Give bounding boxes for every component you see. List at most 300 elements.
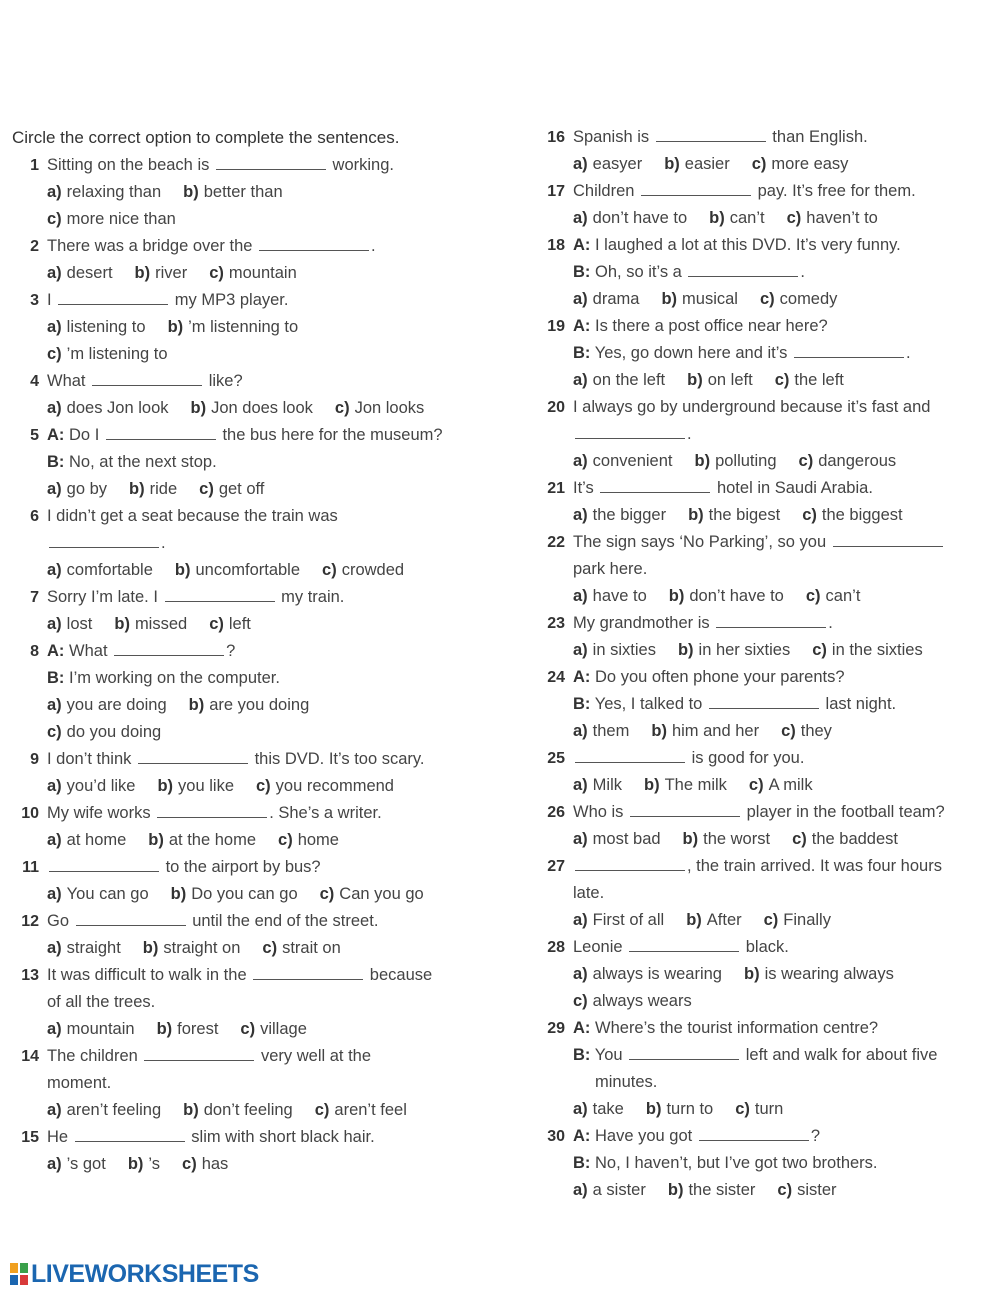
option-text: mountain: [228, 264, 297, 282]
option-c[interactable]: [315, 1101, 407, 1119]
option-text: you are doing: [66, 696, 167, 714]
question-line: [12, 881, 472, 908]
question-13: [12, 962, 472, 1043]
option-c[interactable]: [812, 641, 922, 659]
speaker-label: A:: [573, 668, 591, 686]
answer-blank[interactable]: [58, 290, 168, 305]
option-c[interactable]: [47, 723, 161, 741]
option-b[interactable]: [157, 1020, 219, 1038]
option-text: him and her: [671, 722, 760, 740]
option-b[interactable]: [148, 831, 256, 849]
answer-blank[interactable]: [76, 911, 186, 926]
question-number: 18: [547, 237, 565, 254]
option-b[interactable]: [114, 615, 187, 633]
question-28: [538, 934, 998, 1015]
option-b[interactable]: [189, 696, 310, 714]
option-a[interactable]: [573, 290, 639, 308]
question-30: [538, 1123, 998, 1204]
option-label: b): [688, 506, 704, 524]
sentence-text: What: [47, 372, 91, 390]
option-text: drama: [592, 290, 640, 308]
question-line: [538, 1015, 998, 1042]
sentence-text: I always go by underground because it’s fast and: [573, 398, 931, 416]
option-text: straight: [66, 939, 121, 957]
option-text: a sister: [592, 1181, 646, 1199]
option-b[interactable]: [183, 1101, 293, 1119]
answer-blank[interactable]: [699, 1126, 809, 1141]
option-c[interactable]: [752, 155, 849, 173]
option-c[interactable]: [777, 1181, 836, 1199]
question-5: [12, 422, 472, 503]
option-text: left: [228, 615, 251, 633]
question-line: [12, 773, 472, 800]
option-label: a): [573, 776, 588, 794]
option-b[interactable]: [683, 830, 771, 848]
option-a[interactable]: [47, 615, 92, 633]
option-label: b): [686, 911, 702, 929]
option-label: b): [127, 1155, 144, 1173]
option-b[interactable]: [678, 641, 790, 659]
option-label: a): [47, 885, 62, 903]
answer-blank[interactable]: [259, 236, 369, 251]
option-a[interactable]: [573, 776, 622, 794]
option-a[interactable]: [47, 696, 167, 714]
logo-icon: [10, 1263, 28, 1285]
option-text: on the left: [592, 371, 666, 389]
option-c[interactable]: [262, 939, 340, 957]
answer-blank[interactable]: [106, 425, 216, 440]
sentence-text: ?: [226, 642, 236, 660]
question-line: [538, 637, 998, 664]
option-label: a): [47, 480, 62, 498]
speaker-label: A:: [573, 317, 591, 335]
option-text: river: [155, 264, 188, 282]
option-a[interactable]: [573, 965, 722, 983]
sentence-text: than English.: [767, 128, 868, 146]
option-b[interactable]: [744, 965, 894, 983]
option-label: c): [240, 1020, 256, 1038]
question-number: 11: [22, 859, 39, 876]
option-b[interactable]: [661, 290, 738, 308]
sentence-text: The children: [47, 1047, 143, 1065]
question-line: [12, 557, 472, 584]
option-label: a): [573, 830, 588, 848]
option-c[interactable]: [760, 290, 837, 308]
option-a[interactable]: [47, 561, 153, 579]
option-label: b): [183, 1101, 199, 1119]
option-text: the baddest: [811, 830, 898, 848]
option-text: always is wearing: [592, 965, 722, 983]
answer-blank[interactable]: [641, 181, 751, 196]
option-b[interactable]: [168, 318, 299, 336]
speaker-label: B:: [573, 344, 591, 362]
option-text: more nice than: [66, 210, 176, 228]
question-line: [12, 665, 472, 692]
sentence-text: is good for you.: [687, 749, 805, 767]
option-a[interactable]: [573, 830, 661, 848]
question-9: [12, 746, 472, 800]
option-label: c): [781, 722, 796, 740]
option-label: a): [47, 1155, 62, 1173]
answer-blank[interactable]: [709, 694, 819, 709]
question-line: [12, 611, 472, 638]
option-b[interactable]: [129, 480, 177, 498]
option-text: ride: [149, 480, 178, 498]
answer-blank[interactable]: [656, 127, 766, 142]
question-number: 12: [21, 913, 39, 930]
option-a[interactable]: [573, 587, 647, 605]
option-label: b): [661, 290, 678, 308]
question-line: [12, 233, 472, 260]
question-line: [12, 1043, 472, 1070]
answer-blank[interactable]: [716, 613, 826, 628]
option-c[interactable]: [199, 480, 264, 498]
option-a[interactable]: [47, 183, 161, 201]
option-text: the sister: [688, 1181, 756, 1199]
option-text: listening to: [66, 318, 146, 336]
option-text: don’t have to: [592, 209, 688, 227]
option-a[interactable]: [573, 1181, 646, 1199]
option-label: c): [751, 155, 767, 173]
option-label: b): [667, 1181, 684, 1199]
sentence-text: There was a bridge over the: [47, 237, 258, 255]
sentence-text: I don’t think: [47, 750, 136, 768]
question-4: [12, 368, 472, 422]
option-a[interactable]: [573, 641, 656, 659]
answer-blank[interactable]: [575, 856, 685, 871]
option-text: in the sixties: [831, 641, 923, 659]
answer-blank[interactable]: [114, 641, 224, 656]
sentence-text: late.: [573, 884, 605, 902]
question-line: [12, 503, 472, 530]
option-c[interactable]: [47, 345, 168, 363]
option-label: a): [573, 965, 588, 983]
option-label: b): [743, 965, 760, 983]
sentence-text: left and walk for about five: [741, 1046, 938, 1064]
logo-text: LIVEWORKSHEETS: [31, 1259, 259, 1288]
question-1: [12, 152, 472, 233]
option-c[interactable]: [799, 452, 897, 470]
option-label: b): [188, 696, 205, 714]
option-c[interactable]: [787, 209, 878, 227]
option-text: After: [706, 911, 742, 929]
sentence-text: .: [905, 344, 911, 362]
option-c[interactable]: [240, 1020, 306, 1038]
answer-blank[interactable]: [75, 1127, 185, 1142]
option-c[interactable]: [182, 1155, 228, 1173]
answer-blank[interactable]: [688, 262, 798, 277]
option-text: aren’t feeling: [66, 1101, 162, 1119]
option-b[interactable]: [709, 209, 764, 227]
answer-blank[interactable]: [575, 748, 685, 763]
option-label: a): [573, 722, 588, 740]
option-c[interactable]: [256, 777, 394, 795]
option-label: c): [334, 399, 350, 417]
option-label: a): [47, 615, 62, 633]
option-label: a): [47, 1101, 62, 1119]
question-line: [538, 988, 998, 1015]
option-a[interactable]: [47, 885, 149, 903]
question-line: [538, 556, 998, 583]
option-label: c): [763, 911, 779, 929]
question-25: [538, 745, 998, 799]
option-c[interactable]: [775, 371, 844, 389]
sentence-text: black.: [741, 938, 789, 956]
option-label: a): [47, 831, 62, 849]
answer-blank[interactable]: [157, 803, 267, 818]
option-label: a): [47, 183, 62, 201]
option-a[interactable]: [573, 1100, 624, 1118]
option-b[interactable]: [175, 561, 300, 579]
option-label: b): [682, 830, 699, 848]
option-b[interactable]: [664, 155, 730, 173]
question-line: [12, 638, 472, 665]
option-label: c): [774, 371, 790, 389]
option-label: c): [786, 209, 802, 227]
question-line: [538, 529, 998, 556]
option-label: c): [748, 776, 764, 794]
option-label: b): [170, 885, 187, 903]
option-c[interactable]: [209, 615, 251, 633]
option-label: a): [47, 777, 62, 795]
option-a[interactable]: [573, 506, 666, 524]
option-c[interactable]: [320, 885, 424, 903]
option-c[interactable]: [335, 399, 424, 417]
option-label: c): [573, 992, 588, 1010]
question-line: [538, 583, 998, 610]
sentence-text: hotel in Saudi Arabia.: [712, 479, 873, 497]
option-a[interactable]: [47, 264, 113, 282]
option-text: musical: [682, 290, 738, 308]
question-line: [12, 1070, 472, 1097]
answer-blank[interactable]: [49, 857, 159, 872]
option-label: c): [777, 1181, 793, 1199]
question-27: [538, 853, 998, 934]
option-a[interactable]: [573, 371, 665, 389]
option-b[interactable]: [644, 776, 727, 794]
question-line: [12, 368, 472, 395]
question-18: [538, 232, 998, 313]
answer-blank[interactable]: [216, 155, 326, 170]
question-number: 27: [547, 858, 565, 875]
answer-blank[interactable]: [92, 371, 202, 386]
option-a[interactable]: [47, 1020, 135, 1038]
question-line: [12, 800, 472, 827]
question-3: [12, 287, 472, 368]
question-number: 5: [30, 427, 39, 444]
answer-blank[interactable]: [794, 343, 904, 358]
sentence-text: because: [365, 966, 433, 984]
option-c[interactable]: [735, 1100, 783, 1118]
option-c[interactable]: [802, 506, 902, 524]
option-text: at the home: [168, 831, 257, 849]
option-b[interactable]: [668, 1181, 756, 1199]
answer-blank[interactable]: [49, 533, 159, 548]
option-text: do you doing: [66, 723, 162, 741]
question-line: [12, 314, 472, 341]
answer-blank[interactable]: [165, 587, 275, 602]
option-a[interactable]: [47, 1101, 161, 1119]
answer-blank[interactable]: [629, 1045, 739, 1060]
option-c[interactable]: [792, 830, 898, 848]
option-label: b): [148, 831, 164, 849]
question-line: [538, 907, 998, 934]
sentence-text: Yes, I talked to: [594, 695, 707, 713]
option-text: them: [592, 722, 630, 740]
sentence-text: .: [371, 237, 376, 255]
option-c[interactable]: [764, 911, 831, 929]
sentence-text: the bus here for the museum?: [217, 426, 443, 444]
sentence-text: Leonie: [573, 938, 628, 956]
sentence-text: my MP3 player.: [170, 291, 289, 309]
option-label: b): [645, 1100, 662, 1118]
option-b[interactable]: [143, 939, 241, 957]
option-a[interactable]: [47, 831, 126, 849]
answer-blank[interactable]: [575, 424, 685, 439]
option-text: the bigger: [592, 506, 667, 524]
sentence-text: No, I haven’t, but I’ve got two brothers.: [595, 1154, 878, 1172]
question-line: [538, 475, 998, 502]
option-c[interactable]: [47, 210, 176, 228]
sentence-text: The sign says ‘No Parking’, so you: [573, 533, 831, 551]
option-a[interactable]: [47, 399, 169, 417]
option-a[interactable]: [47, 939, 121, 957]
option-a[interactable]: [573, 209, 687, 227]
speaker-label: A:: [573, 1019, 591, 1037]
question-line: [12, 989, 472, 1016]
option-label: a): [573, 1181, 588, 1199]
option-b[interactable]: [646, 1100, 713, 1118]
option-label: c): [209, 264, 224, 282]
question-line: [12, 476, 472, 503]
answer-blank[interactable]: [600, 478, 710, 493]
option-a[interactable]: [47, 1155, 106, 1173]
speaker-label: B:: [573, 1154, 591, 1172]
answer-blank[interactable]: [833, 532, 943, 547]
option-b[interactable]: [157, 777, 234, 795]
option-label: b): [157, 777, 174, 795]
answer-blank[interactable]: [630, 802, 740, 817]
option-text: you like: [178, 777, 234, 795]
question-number: 26: [547, 804, 565, 821]
option-a[interactable]: [573, 155, 642, 173]
answer-blank[interactable]: [144, 1046, 254, 1061]
sentence-text: My wife works: [47, 804, 156, 822]
option-text: always wears: [592, 992, 692, 1010]
question-number: 3: [30, 292, 39, 309]
option-label: c): [735, 1100, 750, 1118]
option-b[interactable]: [183, 183, 282, 201]
left-column: [12, 124, 472, 1178]
option-label: a): [47, 696, 62, 714]
option-c[interactable]: [573, 992, 692, 1010]
option-label: c): [792, 830, 807, 848]
question-line: [538, 664, 998, 691]
sentence-text: I: [47, 291, 57, 309]
option-a[interactable]: [573, 722, 629, 740]
option-b[interactable]: [686, 911, 741, 929]
option-b[interactable]: [135, 264, 188, 282]
option-c[interactable]: [278, 831, 339, 849]
option-text: ’m listening to: [66, 345, 168, 363]
question-line: [12, 395, 472, 422]
question-line: [538, 340, 998, 367]
option-text: does Jon look: [66, 399, 169, 417]
sentence-text: .: [687, 425, 692, 443]
sentence-text: . She’s a writer.: [269, 804, 382, 822]
option-label: b): [709, 209, 725, 227]
speaker-label: B:: [47, 453, 65, 471]
option-c[interactable]: [781, 722, 832, 740]
question-line: [12, 584, 472, 611]
liveworksheets-logo[interactable]: [10, 1259, 259, 1289]
option-b[interactable]: [171, 885, 298, 903]
option-b[interactable]: [128, 1155, 160, 1173]
option-c[interactable]: [749, 776, 813, 794]
option-b[interactable]: [669, 587, 784, 605]
option-text: take: [592, 1100, 624, 1118]
option-text: don’t have to: [689, 587, 784, 605]
option-text: The milk: [664, 776, 727, 794]
option-label: b): [651, 722, 667, 740]
option-a[interactable]: [47, 777, 135, 795]
question-number: 29: [547, 1020, 565, 1037]
option-text: dangerous: [818, 452, 897, 470]
option-a[interactable]: [573, 911, 664, 929]
option-a[interactable]: [573, 452, 672, 470]
question-10: [12, 800, 472, 854]
answer-blank[interactable]: [253, 965, 363, 980]
option-b[interactable]: [688, 506, 780, 524]
question-11: [12, 854, 472, 908]
answer-blank[interactable]: [629, 937, 739, 952]
question-number: 21: [547, 480, 565, 497]
question-number: 10: [21, 805, 39, 822]
option-c[interactable]: [209, 264, 297, 282]
option-a[interactable]: [47, 480, 107, 498]
question-19: [538, 313, 998, 394]
option-b[interactable]: [651, 722, 759, 740]
sentence-text: .: [828, 614, 833, 632]
option-label: b): [129, 480, 145, 498]
question-17: [538, 178, 998, 232]
option-text: the left: [794, 371, 844, 389]
option-label: c): [805, 587, 821, 605]
option-b[interactable]: [687, 371, 753, 389]
option-text: is wearing always: [764, 965, 894, 983]
option-label: a): [573, 587, 588, 605]
option-c[interactable]: [322, 561, 404, 579]
option-text: the worst: [703, 830, 771, 848]
option-b[interactable]: [191, 399, 313, 417]
sentence-text: You: [594, 1046, 628, 1064]
sentence-text: Yes, go down here and it’s: [594, 344, 792, 362]
option-c[interactable]: [806, 587, 861, 605]
option-b[interactable]: [694, 452, 776, 470]
question-line: [538, 367, 998, 394]
question-7: [12, 584, 472, 638]
sentence-text: until the end of the street.: [187, 912, 379, 930]
sentence-text: Who is: [573, 803, 629, 821]
option-text: desert: [66, 264, 113, 282]
question-number: 19: [547, 318, 565, 335]
question-line: [538, 502, 998, 529]
answer-blank[interactable]: [138, 749, 248, 764]
question-21: [538, 475, 998, 529]
option-a[interactable]: [47, 318, 146, 336]
option-label: c): [199, 480, 214, 498]
sentence-text: Do you often phone your parents?: [595, 668, 845, 686]
